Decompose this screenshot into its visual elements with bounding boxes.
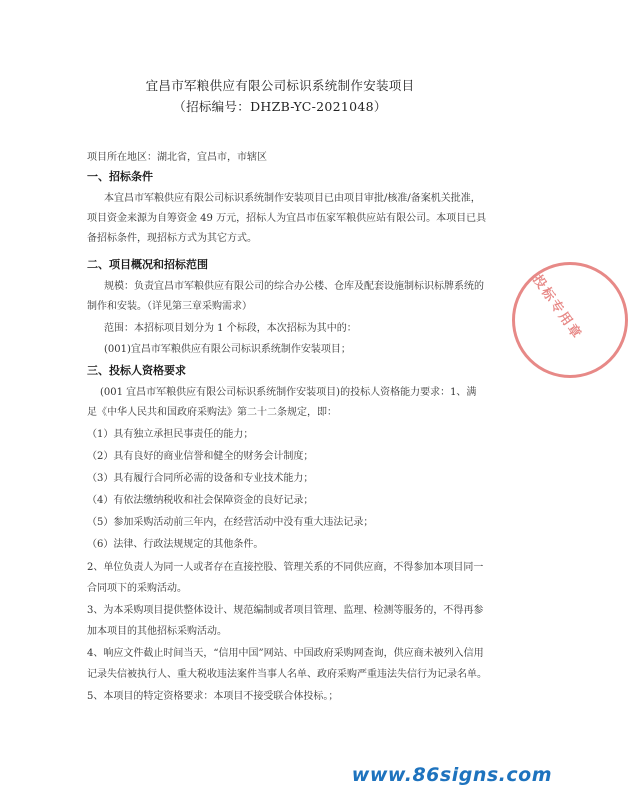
section1-line: 项目资金来源为自筹资金 49 万元，招标人为宜昌市伍家军粮供应站有限公司。本项目已具 bbox=[87, 213, 487, 224]
section2-line: (001)宜昌市军粮供应有限公司标识系统制作安装项目； bbox=[104, 344, 351, 355]
document-title: 宜昌市军粮供应有限公司标识系统制作安装项目 bbox=[145, 78, 415, 93]
section2-heading: 二、项目概况和招标范围 bbox=[87, 258, 208, 271]
section1-line: 备招标条件，现招标方式为其它方式。 bbox=[87, 233, 257, 244]
official-seal bbox=[512, 262, 628, 378]
bid-number: （招标编号：DHZB-YC-2021048） bbox=[173, 99, 387, 114]
section3-line: (001 宜昌市军粮供应有限公司标识系统制作安装项目)的投标人资格能力要求：1、满 bbox=[100, 387, 477, 398]
section2-line: 制作和安装。（详见第三章采购需求） bbox=[87, 301, 252, 312]
section3-line: 足《中华人民共和国政府采购法》第二十二条规定，即： bbox=[87, 407, 337, 418]
section3-line: 5、本项目的特定资格要求：本项目不接受联合体投标。； bbox=[87, 691, 339, 702]
seal-text: 投标专用章 bbox=[529, 272, 585, 343]
section1-heading: 一、招标条件 bbox=[87, 170, 153, 183]
section3-item: （2）具有良好的商业信誉和健全的财务会计制度； bbox=[87, 451, 314, 462]
section3-line: 2、单位负责人为同一人或者存在直接控股、管理关系的不同供应商，不得参加本项目同一 bbox=[87, 562, 484, 573]
section3-item: （3）具有履行合同所必需的设备和专业技术能力； bbox=[87, 473, 314, 484]
section3-line: 记录失信被执行人、重大税收违法案件当事人名单、政府采购严重违法失信行为记录名单。 bbox=[87, 669, 487, 680]
section3-item: （4）有依法缴纳税收和社会保障资金的良好记录； bbox=[87, 495, 314, 506]
section2-line: 规模：负责宜昌市军粮供应有限公司的综合办公楼、仓库及配套设施制标识标牌系统的 bbox=[104, 281, 484, 292]
section3-line: 加本项目的其他招标采购活动。 bbox=[87, 626, 227, 637]
section3-item: （5）参加采购活动前三年内，在经营活动中没有重大违法记录； bbox=[87, 517, 374, 528]
project-location: 项目所在地区：湖北省，宜昌市，市辖区 bbox=[87, 152, 267, 163]
section3-heading: 三、投标人资格要求 bbox=[87, 364, 186, 377]
watermark: www.86signs.com bbox=[351, 764, 552, 786]
section2-line: 范围：本招标项目划分为 1 个标段，本次招标为其中的： bbox=[104, 323, 357, 334]
section3-line: 合同项下的采购活动。 bbox=[87, 583, 187, 594]
section3-item: （6）法律、行政法规规定的其他条件。 bbox=[87, 539, 264, 550]
section3-line: 3、为本采购项目提供整体设计、规范编制或者项目管理、监理、检测等服务的，不得再参 bbox=[87, 605, 484, 616]
section1-line: 本宜昌市军粮供应有限公司标识系统制作安装项目已由项目审批/核准/备案机关批准， bbox=[104, 193, 481, 204]
section3-item: （1）具有独立承担民事责任的能力； bbox=[87, 429, 254, 440]
section3-line: 4、响应文件截止时间当天，“信用中国”网站、中国政府采购网查询，供应商未被列入信用 bbox=[87, 648, 484, 659]
